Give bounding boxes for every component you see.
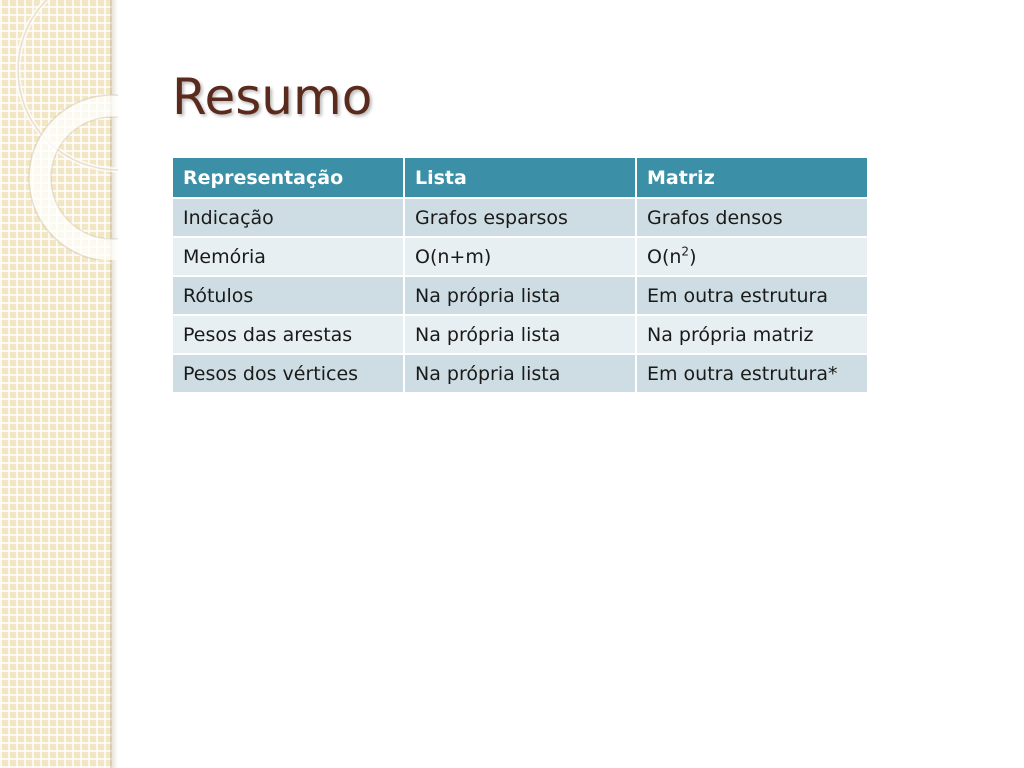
table-cell-text: O(n [647,245,682,268]
superscript-exponent: 2 [681,244,690,259]
table-cell: Na própria matriz [636,315,868,354]
table-row [172,315,868,354]
table-cell: Na própria lista [404,276,636,315]
table-cell: Grafos esparsos [404,198,636,237]
table-cell: Na própria lista [404,315,636,354]
decorative-circles [0,0,118,260]
header-lista: Lista [404,157,636,198]
table-cell: Em outra estrutura* [636,354,868,393]
table-cell: Rótulos [172,276,404,315]
table-cell: Pesos das arestas [172,315,404,354]
table-cell: Memória [172,237,404,276]
table-row [172,276,868,315]
table-row [172,237,868,276]
table-cell-text: ) [689,245,697,268]
table-cell: Indicação [172,198,404,237]
table-cell: Grafos densos [636,198,868,237]
table-row [172,198,868,237]
table-cell: Em outra estrutura [636,276,868,315]
table-cell: Na própria lista [404,354,636,393]
page-title: Resumo [172,68,373,126]
table-cell [636,237,868,276]
header-matriz: Matriz [636,157,868,198]
table-cell: O(n+m) [404,237,636,276]
header-representacao: Representação [172,157,404,198]
summary-table [171,156,869,394]
table-header-row [172,157,868,198]
table-cell: Pesos dos vértices [172,354,404,393]
table-row [172,354,868,393]
